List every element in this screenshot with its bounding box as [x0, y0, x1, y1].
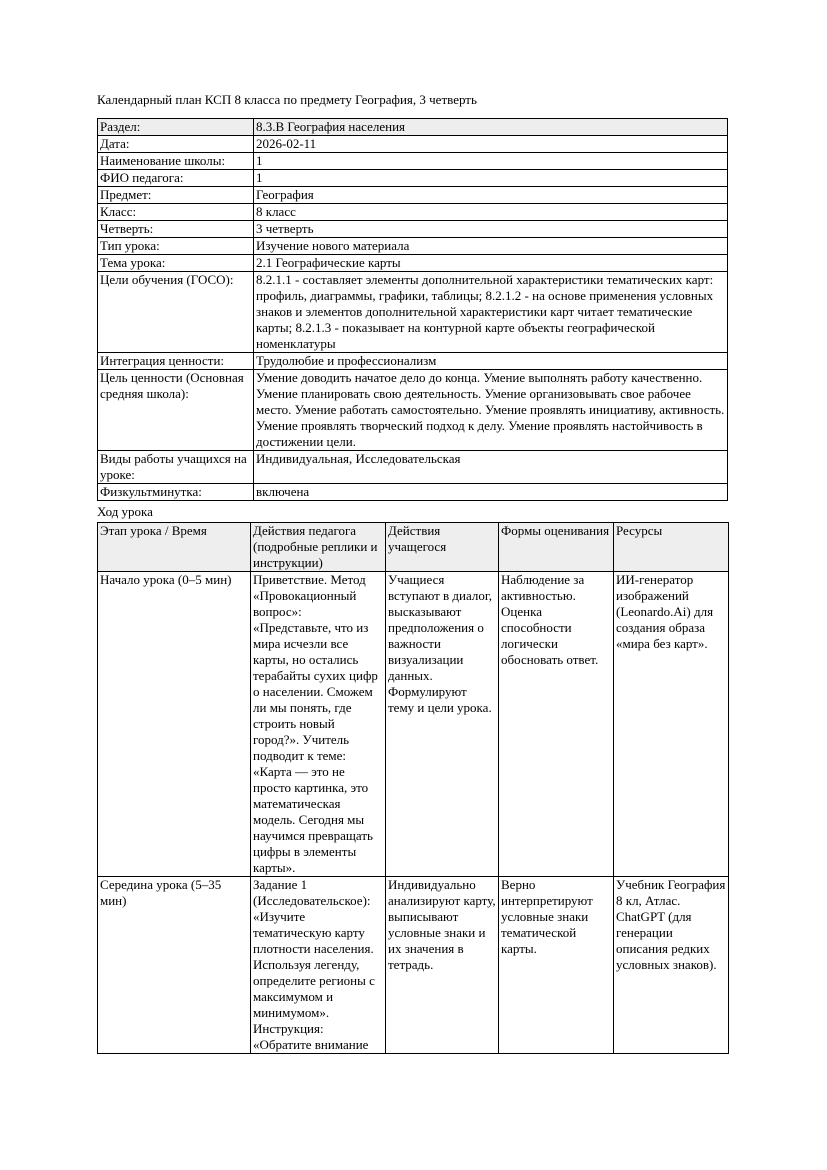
info-value: 1	[254, 153, 728, 170]
lesson-table-header-row	[98, 523, 729, 572]
student-actions-cell: Индивидуально анализируют карту, выписывают условные знаки и их значения в тетрадь.	[386, 877, 499, 1054]
info-value: 2.1 Географические карты	[254, 255, 728, 272]
info-value: 8.2.1.1 - составляет элементы дополнительной характеристики тематических карт: профиль, диаграммы, графики, таблицы; 8.2.1.2 - на основе применения условных знаков и элементов дополнительной характеристики карт читает тематические карты; 8.2.1.3 - показывает на контурной карте объекты географической номенклатуры	[254, 272, 728, 353]
info-value: Трудолюбие и профессионализм	[254, 353, 728, 370]
info-label: Тема урока:	[98, 255, 254, 272]
section-heading: Ход урока	[97, 504, 153, 519]
info-value: 8 класс	[254, 204, 728, 221]
info-label: Цель ценности (Основная средняя школа):	[98, 370, 254, 451]
column-header-teacher-actions: Действия педагога (подробные реплики и инструкции)	[251, 523, 386, 572]
lesson-row-middle	[98, 877, 729, 1054]
info-label: Класс:	[98, 204, 254, 221]
info-row-date	[98, 136, 728, 153]
info-label: Дата:	[98, 136, 254, 153]
info-row-work-types	[98, 451, 728, 484]
info-label: Четверть:	[98, 221, 254, 238]
column-header-student-actions: Действия учащегося	[386, 523, 499, 572]
info-value: География	[254, 187, 728, 204]
info-row-phys-minute	[98, 484, 728, 501]
info-label: Предмет:	[98, 187, 254, 204]
info-row-subject	[98, 187, 728, 204]
info-row-razdel	[98, 119, 728, 136]
info-row-goals	[98, 272, 728, 353]
info-value: 3 четверть	[254, 221, 728, 238]
info-label: Виды работы учащихся на уроке:	[98, 451, 254, 484]
teacher-actions-cell: Приветствие. Метод «Провокационный вопрос»: «Представьте, что из мира исчезли все карты, но остались терабайты сухих цифр о населении. Сможем ли мы понять, где строить новый город?». Учитель подводит к теме: «Карта — это не просто картинка, это математическая модель. Сегодня мы научимся превращать цифры в элементы карты».	[251, 572, 386, 877]
info-value: 2026-02-11	[254, 136, 728, 153]
document-page	[97, 92, 728, 1054]
info-value: Изучение нового материала	[254, 238, 728, 255]
info-value: включена	[254, 484, 728, 501]
info-label: Интеграция ценности:	[98, 353, 254, 370]
info-row-school	[98, 153, 728, 170]
info-label: Тип урока:	[98, 238, 254, 255]
stage-cell: Середина урока (5–35 мин)	[98, 877, 251, 1054]
info-label: Раздел:	[98, 119, 254, 136]
lesson-flow-table	[97, 522, 729, 1054]
info-row-class	[98, 204, 728, 221]
column-header-assessment: Формы оценивания	[499, 523, 614, 572]
info-row-values-goal	[98, 370, 728, 451]
info-label: Цели обучения (ГОСО):	[98, 272, 254, 353]
info-label: Наименование школы:	[98, 153, 254, 170]
lesson-info-table	[97, 118, 728, 501]
teacher-actions-cell: Задание 1 (Исследовательское): «Изучите тематическую карту плотности населения. Используя легенду, определите регионы с максимумом и минимумом». Инструкция: «Обратите внимание	[251, 877, 386, 1054]
info-value: 8.3.В География населения	[254, 119, 728, 136]
lesson-row-start	[98, 572, 729, 877]
info-value: Индивидуальная, Исследовательская	[254, 451, 728, 484]
column-header-stage: Этап урока / Время	[98, 523, 251, 572]
info-row-lesson-topic	[98, 255, 728, 272]
info-row-teacher	[98, 170, 728, 187]
info-value: 1	[254, 170, 728, 187]
assessment-cell: Наблюдение за активностью. Оценка способности логически обосновать ответ.	[499, 572, 614, 877]
info-row-quarter	[98, 221, 728, 238]
student-actions-cell: Учащиеся вступают в диалог, высказывают предположения о важности визуализации данных. Формулируют тему и цели урока.	[386, 572, 499, 877]
info-row-values-integration	[98, 353, 728, 370]
assessment-cell: Верно интерпретируют условные знаки тематической карты.	[499, 877, 614, 1054]
info-label: Физкультминутка:	[98, 484, 254, 501]
info-value: Умение доводить начатое дело до конца. Умение выполнять работу качественно. Умение планировать свою деятельность. Умение организовывать свое рабочее место. Умение работать самостоятельно. Умение проявлять инициативу, активность. Умение проявлять творческий подход к делу. Умение проявлять настойчивость в достижении цели.	[254, 370, 728, 451]
resources-cell: Учебник География 8 кл, Атлас. ChatGPT (для генерации описания редких условных знаков).	[614, 877, 729, 1054]
info-row-lesson-type	[98, 238, 728, 255]
column-header-resources: Ресурсы	[614, 523, 729, 572]
stage-cell: Начало урока (0–5 мин)	[98, 572, 251, 877]
resources-cell: ИИ-генератор изображений (Leonardo.Ai) для создания образа «мира без карт».	[614, 572, 729, 877]
document-title: Календарный план КСП 8 класса по предмету География, 3 четверть	[97, 92, 477, 107]
info-label: ФИО педагога:	[98, 170, 254, 187]
